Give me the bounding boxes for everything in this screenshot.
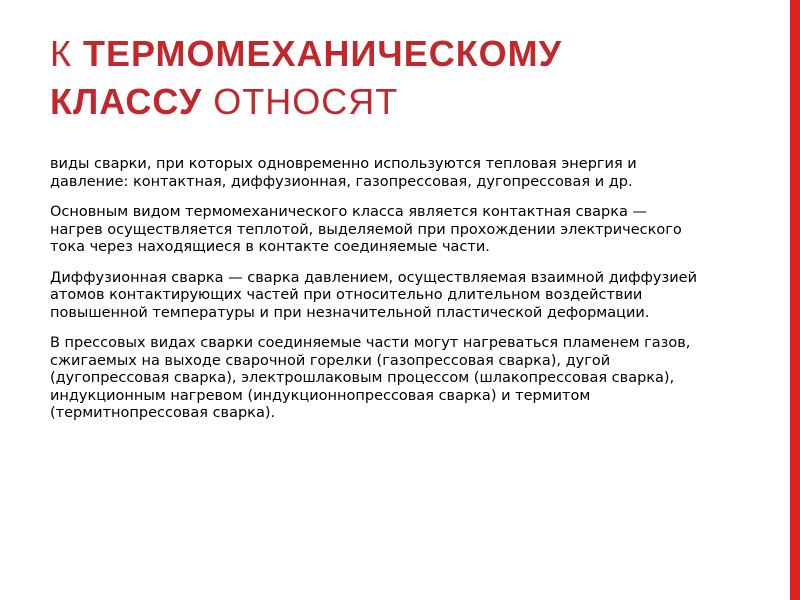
paragraph-2: Основным видом термомеханического класса является контактная сварка — нагрев осуществляется теплотой, выделяемой при прохождении электрического тока через находящиеся в контакте соединяемые части. xyxy=(50,204,682,255)
title-part-2: ТЕРМОМЕХАНИЧЕСКОМУ xyxy=(82,33,563,74)
paragraph-4: В прессовых видах сварки соединяемые части могут нагреваться пламенем газов, сжигаемых на выходе сварочной горелки (газопрессовая сварка), дугой (дугопрессовая сварка), электрошлаковым процессом (шлакопрессовая сварка), индукционным нагревом (индукционнопрессовая сварка) и термитом (термитнопрессовая сварка). xyxy=(50,335,691,421)
slide-title xyxy=(50,30,750,126)
accent-bar-gap xyxy=(788,0,789,600)
title-part-1: К xyxy=(50,33,83,74)
paragraph-1: виды сварки, при которых одновременно используются тепловая энергия и давление: контактная, диффузионная, газопрессовая, дугопрессовая и др. xyxy=(50,156,637,190)
title-part-3: КЛАССУ xyxy=(50,81,203,122)
title-part-4: ОТНОСЯТ xyxy=(202,81,399,122)
paragraph-3: Диффузионная сварка — сварка давлением, осуществляемая взаимной диффузией атомов контактирующих частей при относительно длительном воздействии повышенной температуры и при незначительной пластической деформации. xyxy=(50,269,697,321)
accent-bar-red xyxy=(790,0,800,600)
slide-body xyxy=(50,156,700,436)
accent-bar xyxy=(788,0,800,600)
